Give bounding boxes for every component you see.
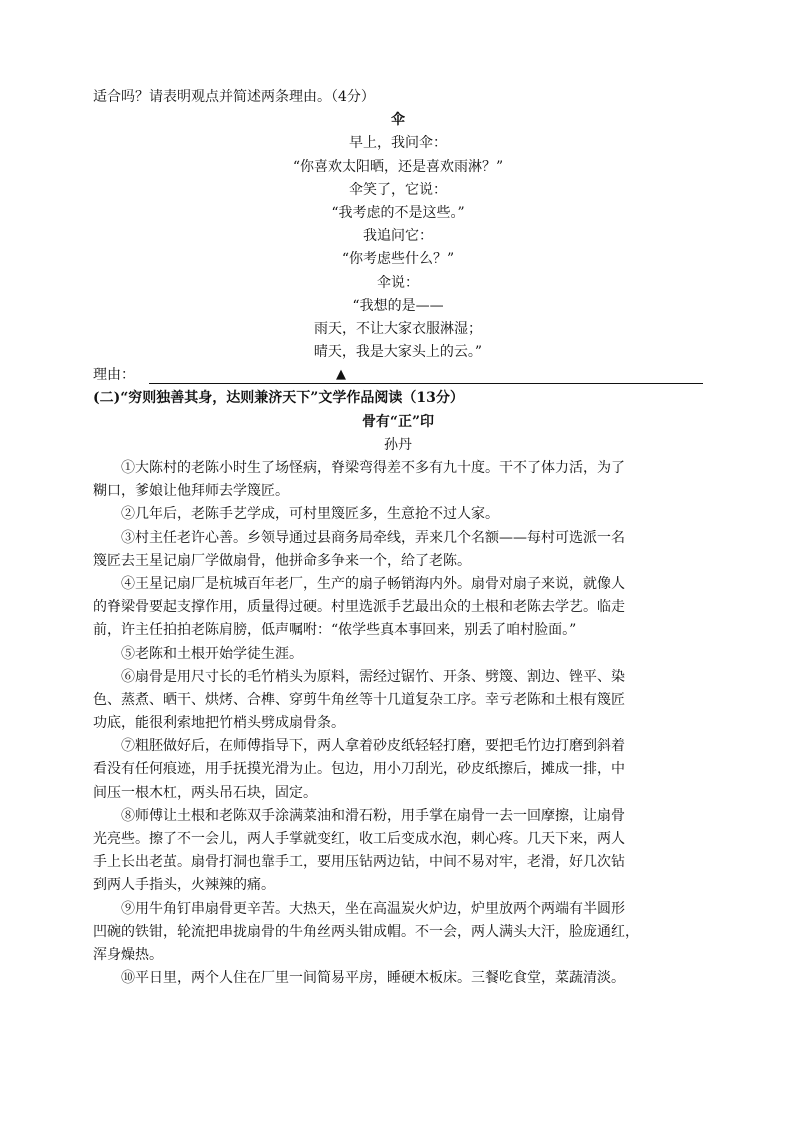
poem-line: 伞笑了，它说： <box>349 181 447 198</box>
paragraph-line: 浑身燥热。 <box>93 946 163 963</box>
paragraph-line: ①大陈村的老陈小时生了场怪病，脊梁弯得差不多有九十度。干不了体力活，为了 <box>121 460 625 476</box>
paragraph-line: 间压一根木杠，两头吊石块，固定。 <box>93 784 317 801</box>
poem-line: “你考虑些什么？” <box>341 251 455 268</box>
paragraph-line: 到两人手指头，火辣辣的痛。 <box>93 877 275 894</box>
poem-line: 晴天，我是大家头上的云。” <box>313 344 483 361</box>
poem-line: “我想的是—— <box>352 297 444 314</box>
poem-title: 伞 <box>391 112 405 129</box>
poem-line: 伞说： <box>377 274 419 291</box>
paragraph-line: ⑥扇骨是用尺寸长的毛竹梢头为原料，需经过锯竹、开条、劈篾、割边、锉平、染 <box>121 668 625 685</box>
paragraph-line: 看没有任何痕迹，用手抚摸光滑为止。包边，用小刀刮光，砂皮纸擦后，摊成一排，中 <box>93 761 625 778</box>
article-author: 孙丹 <box>384 436 412 453</box>
paragraph-line: ⑤老陈和土根开始学徒生涯。 <box>121 645 303 662</box>
section-heading: (二)“穷则独善其身，达则兼济天下”文学作品阅读（13分） <box>93 390 464 407</box>
paragraph-line: ④王星记扇厂是杭城百年老厂，生产的扇子畅销海内外。扇骨对扇子来说，就像人 <box>121 575 625 592</box>
paragraph-line: 糊口，爹娘让他拜师去学篾匠。 <box>93 483 289 500</box>
answer-marker-icon: ▲ <box>336 367 346 383</box>
paragraph-line: ⑦粗胚做好后，在师傅指导下，两人拿着砂皮纸轻轻打磨，要把毛竹边打磨到斜着 <box>121 738 625 755</box>
poem-line: 早上，我问伞： <box>349 135 447 152</box>
paragraph-line: 篾匠去王星记扇厂学做扇骨，他拼命多争来一个，给了老陈。 <box>93 552 471 569</box>
paragraph-line: ⑩平日里，两个人住在厂里一间简易平房，睡硬木板床。三餐吃食堂，菜蔬清淡。 <box>121 970 625 987</box>
paragraph-line: 手上长出老茧。扇骨打洞也靠手工，要用压钻两边钻，中间不易对牢，老滑，好几次钻 <box>93 854 625 871</box>
paragraph-line: 的脊梁骨要起支撑作用，质量得过硬。村里选派手艺最出众的土根和老陈去学艺。临走 <box>93 599 625 616</box>
paragraph-line: 功底，能很利索地把竹梢头劈成扇骨条。 <box>93 715 345 732</box>
paragraph-line: 凹碗的铁钳，轮流把串拢扇骨的牛角丝两头钳成帽。不一会，两人满头大汗，脸庞通红， <box>93 923 639 940</box>
paragraph-line: 前，许主任拍拍老陈肩膀，低声嘱咐：“侬学些真本事回来，别丢了咱村脸面。” <box>93 622 577 639</box>
answer-blank[interactable] <box>149 383 703 384</box>
paragraph-line: 色、蒸煮、晒干、烘烤、合榫、穿剪牛角丝等十几道复杂工序。幸亏老陈和土根有篾匠 <box>93 691 625 708</box>
poem-line: “你喜欢太阳晒，还是喜欢雨淋？” <box>292 158 504 175</box>
paragraph-line: ③村主任老许心善。乡领导通过县商务局牵线，弄来几个名额——每村可选派一名 <box>121 529 625 546</box>
article-title: 骨有“正”印 <box>361 413 435 430</box>
poem-line: 雨天，不让大家衣服淋湿； <box>314 320 482 337</box>
paragraph-line: ⑨用牛角钉串扇骨更辛苦。大热天，坐在高温炭火炉边，炉里放两个两端有半圆形 <box>121 900 625 917</box>
paragraph-line: ②几年后，老陈手艺学成，可村里篾匠多，生意抢不过人家。 <box>121 506 499 523</box>
poem-line: 我追问它： <box>363 228 433 245</box>
answer-label: 理由： <box>93 367 135 384</box>
poem-line: “我考虑的不是这些。” <box>331 204 465 221</box>
question-tail: 适合吗？请表明观点并简述两条理由。（4分） <box>93 89 375 105</box>
document-page <box>93 86 703 990</box>
paragraph-line: ⑧师傅让土根和老陈双手涂满菜油和滑石粉，用手掌在扇骨一去一回摩擦，让扇骨 <box>121 807 625 824</box>
paragraph-line: 光亮些。擦了不一会儿，两人手掌就变红，收工后变成水泡，刺心疼。几天下来，两人 <box>93 831 625 847</box>
answer-line <box>93 364 703 387</box>
